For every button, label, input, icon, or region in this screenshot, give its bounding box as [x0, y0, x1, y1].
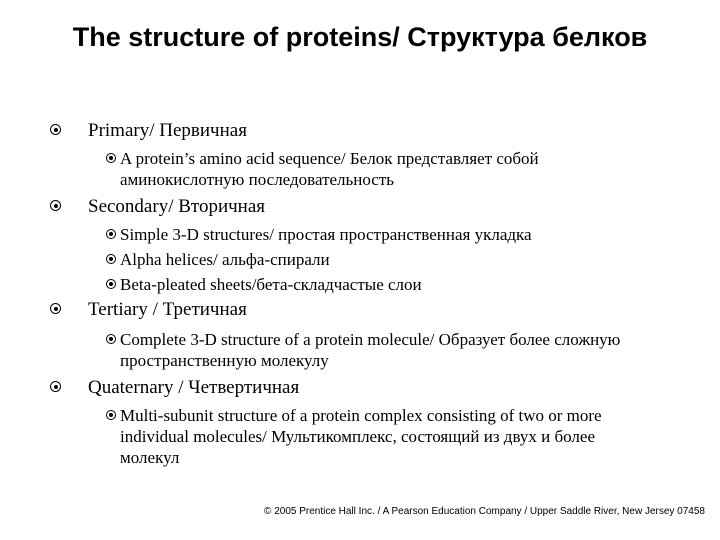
sub-bullet [120, 405, 650, 468]
sub-bullet [120, 329, 650, 371]
sub-bullet-icon [106, 229, 116, 239]
bullet-icon [50, 200, 61, 211]
sub-bullet-text: A protein’s amino acid sequence/ Белок представляет собой аминокислотную последовательность [120, 149, 539, 189]
bullet-icon [50, 303, 61, 314]
sub-bullet [120, 249, 650, 270]
sub-bullet-text: Alpha helices/ альфа-спирали [120, 250, 330, 269]
sub-bullet-text: Multi-subunit structure of a protein complex consisting of two or more individual molecules/ Мультикомплекс, состоящий из двух и более молекул [120, 406, 602, 467]
sub-bullet-icon [106, 334, 116, 344]
sub-bullet [120, 224, 650, 245]
bullet-icon [50, 124, 61, 135]
sub-bullet-text: Simple 3-D structures/ простая пространственная укладка [120, 225, 532, 244]
sub-bullet-icon [106, 279, 116, 289]
sub-bullet-text: Beta-pleated sheets/бета-складчастые слои [120, 275, 422, 294]
bullet-icon [50, 381, 61, 392]
sub-bullet-icon [106, 254, 116, 264]
bullet-label: Primary/ Первичная [88, 120, 247, 141]
sub-bullet-text: Complete 3-D structure of a protein molecule/ Образует более сложную пространственную молекулу [120, 330, 621, 370]
sub-bullet-icon [106, 153, 116, 163]
sub-bullet [120, 274, 650, 295]
sub-bullet [120, 148, 650, 190]
slide-title: The structure of proteins/ Структура белков [72, 22, 648, 52]
bullet-label: Tertiary / Третичная [88, 299, 247, 320]
bullet-label: Secondary/ Вторичная [88, 196, 266, 217]
copyright-footer: © 2005 Prentice Hall Inc. / A Pearson Education Company / Upper Saddle River, New Jersey 07458 [264, 506, 705, 517]
sub-bullet-icon [106, 410, 116, 420]
bullet-label: Quaternary / Четвертичная [88, 377, 300, 398]
